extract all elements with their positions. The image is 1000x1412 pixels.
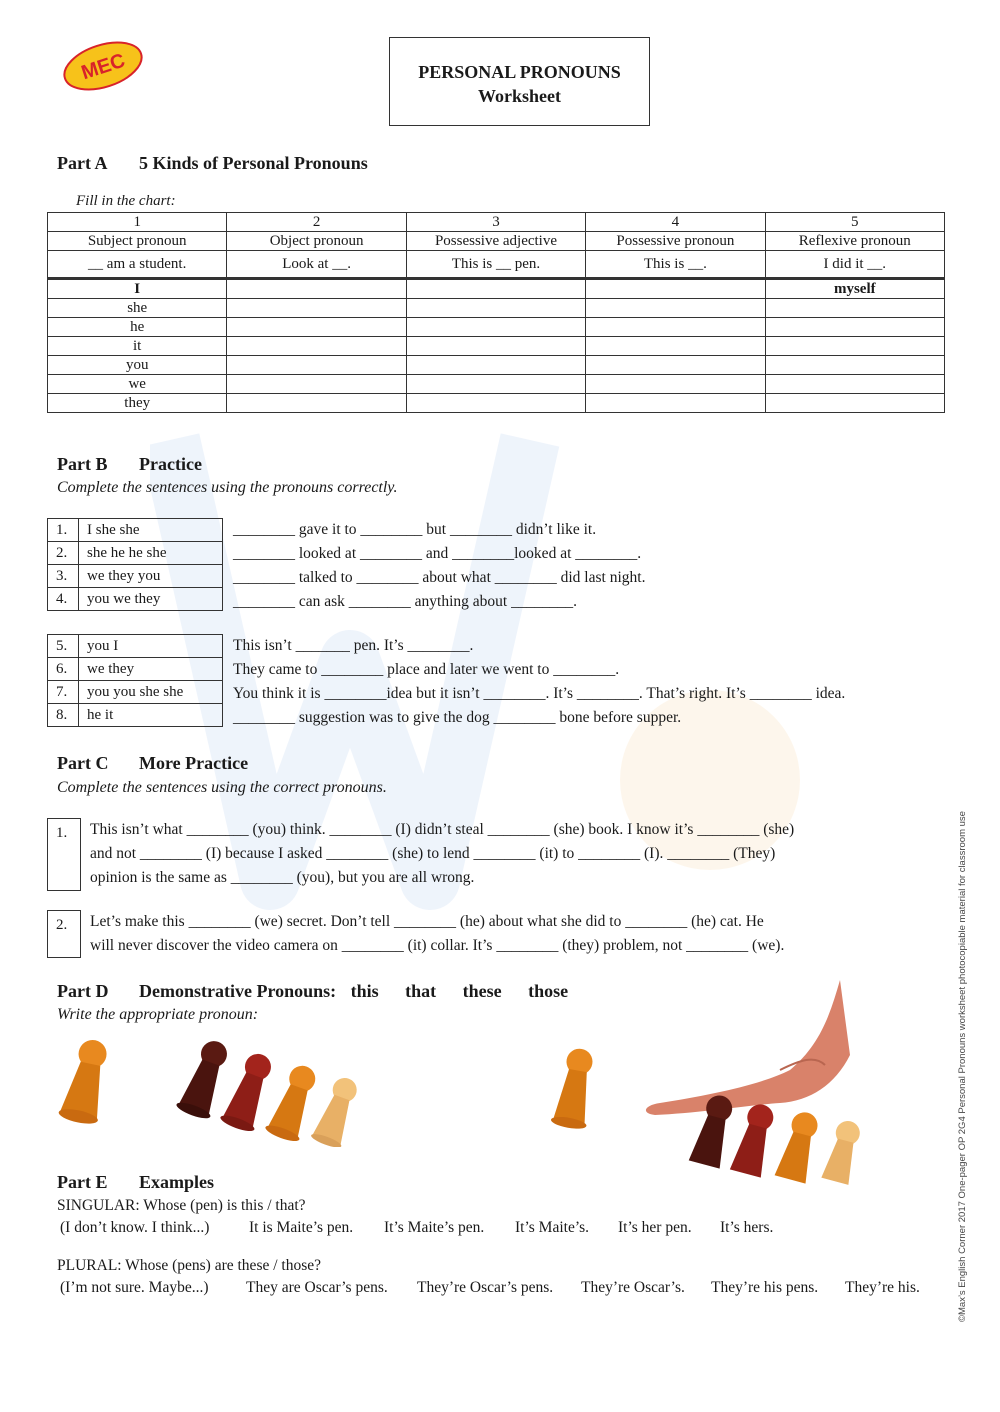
chart-cell[interactable] [765,299,944,318]
example-answer: It’s her pen. [618,1219,692,1236]
pointing-hand-illustration [630,975,870,1185]
chart-row [48,318,945,337]
partA-instruction: Fill in the chart: [76,193,176,209]
demonstrative-word: those [528,981,569,1001]
partC-title: More Practice [139,753,249,773]
item-number: 3. [48,565,79,588]
item-number-box: 2. [47,910,81,958]
item-number: 6. [48,658,79,681]
practice-sentence[interactable]: You think it is ________idea but it isn’t ________. It’s ________. That’s right. It’s ________ idea. [233,685,846,702]
chart-cell[interactable] [406,337,585,356]
chart-cell[interactable] [586,318,765,337]
single-game-piece-far-illustration [548,1045,598,1130]
partA-heading [57,153,368,174]
title-box [389,37,650,126]
example-answer: (I’m not sure. Maybe...) [60,1279,209,1296]
col-header: Object pronoun [227,232,406,251]
col-example: This is __. [586,251,765,279]
col-example: __ am a student. [48,251,227,279]
chart-cell[interactable] [586,375,765,394]
chart-cell[interactable] [765,337,944,356]
chart-row [48,356,945,375]
partD-instruction: Write the appropriate pronoun: [57,1006,259,1023]
chart-cell[interactable] [586,337,765,356]
chart-cell: we [48,375,227,394]
paragraph-line[interactable]: Let’s make this ________ (we) secret. Don’t tell ________ (he) about what she did to ________ (he) cat. He [90,913,764,930]
word-list: we they [79,658,223,681]
chart-row [48,394,945,413]
chart-cell: I [48,279,227,299]
chart-cell[interactable] [406,394,585,413]
example-answer: (I don’t know. I think...) [60,1219,210,1236]
item-number: 7. [48,681,79,704]
chart-cell: myself [765,279,944,299]
word-list: she he he she [79,542,223,565]
chart-row [48,375,945,394]
example-answer: They’re Oscar’s pens. [417,1279,554,1296]
partB-title: Practice [139,454,202,474]
col-header: Possessive adjective [406,232,585,251]
col-header: Reflexive pronoun [765,232,944,251]
chart-cell[interactable] [765,375,944,394]
partB-label: Part B [57,454,108,474]
partD-label: Part D [57,981,109,1001]
chart-cell[interactable] [227,279,406,299]
paragraph-line[interactable]: will never discover the video camera on ________ (it) collar. It’s ________ (they) problem, not ________ (we). [90,937,785,954]
example-answer: They’re Oscar’s. [581,1279,685,1296]
partB-sentences-2 [233,634,845,730]
paragraph-line[interactable]: opinion is the same as ________ (you), but you are all wrong. [90,869,475,886]
col-header: Subject pronoun [48,232,227,251]
col-number: 1 [48,213,227,232]
chart-cell[interactable] [227,356,406,375]
col-example: Look at __. [227,251,406,279]
item-number: 8. [48,704,79,727]
paragraph-line[interactable]: This isn’t what ________ (you) think. ________ (I) didn’t steal ________ (she) book. I know it’s ________ (she) [90,821,795,838]
item-number-box: 1. [47,818,81,891]
chart-cell[interactable] [406,356,585,375]
example-answer: It’s Maite’s pen. [384,1219,485,1236]
singular-question: SINGULAR: Whose (pen) is this / that? [57,1197,306,1214]
example-answer: It is Maite’s pen. [249,1219,354,1236]
practice-sentence[interactable]: ________ suggestion was to give the dog ________ bone before supper. [233,709,682,726]
item-number: 4. [48,588,79,611]
partB-instruction: Complete the sentences using the pronouns correctly. [57,479,398,496]
chart-example-row [48,251,945,279]
chart-cell: he [48,318,227,337]
chart-cell: you [48,356,227,375]
chart-cell[interactable] [765,394,944,413]
chart-cell[interactable] [765,318,944,337]
partE-label: Part E [57,1172,108,1192]
col-example: I did it __. [765,251,944,279]
partE-title: Examples [139,1172,215,1192]
example-answer: They’re his. [845,1279,920,1296]
logo-text: MEC [78,49,128,85]
partC-label: Part C [57,753,109,773]
paragraph-line[interactable]: and not ________ (I) because I asked ________ (she) to lend ________ (it) to ________ (I). ________ (They) [90,845,776,862]
chart-cell[interactable] [765,356,944,375]
demonstrative-word: that [405,981,437,1001]
chart-cell[interactable] [227,375,406,394]
chart-cell[interactable] [227,394,406,413]
chart-cell[interactable] [406,279,585,299]
word-list: he it [79,704,223,727]
chart-header-row [48,232,945,251]
chart-cell: they [48,394,227,413]
group-game-pieces-illustration [172,1037,372,1147]
practice-sentence[interactable]: ________ talked to ________ about what ________ did last night. [233,569,646,586]
chart-row [48,299,945,318]
plural-question: PLURAL: Whose (pens) are these / those? [57,1257,322,1274]
demonstrative-word: this [350,981,379,1001]
chart-cell[interactable] [227,337,406,356]
practice-sentence[interactable]: ________ can ask ________ anything about ________. [233,593,577,610]
single-game-piece-illustration [55,1035,115,1125]
item-number: 1. [48,519,79,542]
word-list: you I [79,635,223,658]
col-header: Possessive pronoun [586,232,765,251]
partB-heading [57,454,202,475]
chart-cell[interactable] [406,299,585,318]
plural-answers [60,1279,920,1297]
partC-instruction: Complete the sentences using the correct pronouns. [57,779,387,796]
example-answer: They are Oscar’s pens. [246,1279,388,1296]
chart-cell: it [48,337,227,356]
chart-cell[interactable] [586,394,765,413]
mec-logo [60,40,146,92]
word-list: you you she she [79,681,223,704]
word-list: you we they [79,588,223,611]
demonstrative-word: these [462,981,502,1001]
col-number: 4 [586,213,765,232]
chart-cell[interactable] [406,375,585,394]
item-number: 2. [48,542,79,565]
example-answer: It’s Maite’s. [515,1219,590,1236]
chart-cell[interactable] [227,318,406,337]
col-number: 2 [227,213,406,232]
partD-title: Demonstrative Pronouns: [139,981,337,1001]
partD-heading [57,981,568,1002]
partB-wordbox-1 [47,518,223,611]
partC-paragraph-1 [90,818,794,890]
partA-label: Part A [57,153,108,173]
pronoun-chart [47,212,945,413]
chart-cell[interactable] [586,356,765,375]
practice-sentence[interactable]: This isn’t _______ pen. It’s ________. [233,637,474,654]
title-sub: Worksheet [478,86,561,106]
practice-sentence[interactable]: ________ looked at ________ and ________looked at ________. [233,545,642,562]
example-answer: It’s hers. [720,1219,774,1236]
partA-title: 5 Kinds of Personal Pronouns [139,153,368,173]
chart-row [48,337,945,356]
word-list: I she she [79,519,223,542]
practice-sentence[interactable]: They came to ________ place and later we went to ________. [233,661,620,678]
partE-heading [57,1172,214,1193]
chart-row [48,279,945,299]
partB-wordbox-2 [47,634,223,727]
chart-number-row [48,213,945,232]
word-list: we they you [79,565,223,588]
singular-answers [60,1219,773,1237]
chart-cell[interactable] [586,299,765,318]
col-example: This is __ pen. [406,251,585,279]
chart-cell[interactable] [406,318,585,337]
item-number: 5. [48,635,79,658]
chart-cell: she [48,299,227,318]
practice-sentence[interactable]: ________ gave it to ________ but ________ didn’t like it. [233,521,597,538]
partC-paragraph-2 [90,910,784,958]
example-answer: They’re his pens. [711,1279,819,1296]
partC-heading [57,753,248,774]
col-number: 3 [406,213,585,232]
copyright-sidebar: ©Max’s English Corner 2017 One-pager OP 2G4 Personal Pronouns worksheet photocopiable material for classroom use [957,811,968,1322]
partB-sentences-1 [233,518,645,614]
chart-cell[interactable] [586,279,765,299]
col-number: 5 [765,213,944,232]
chart-cell[interactable] [227,299,406,318]
title-main: PERSONAL PRONOUNS [418,62,621,82]
